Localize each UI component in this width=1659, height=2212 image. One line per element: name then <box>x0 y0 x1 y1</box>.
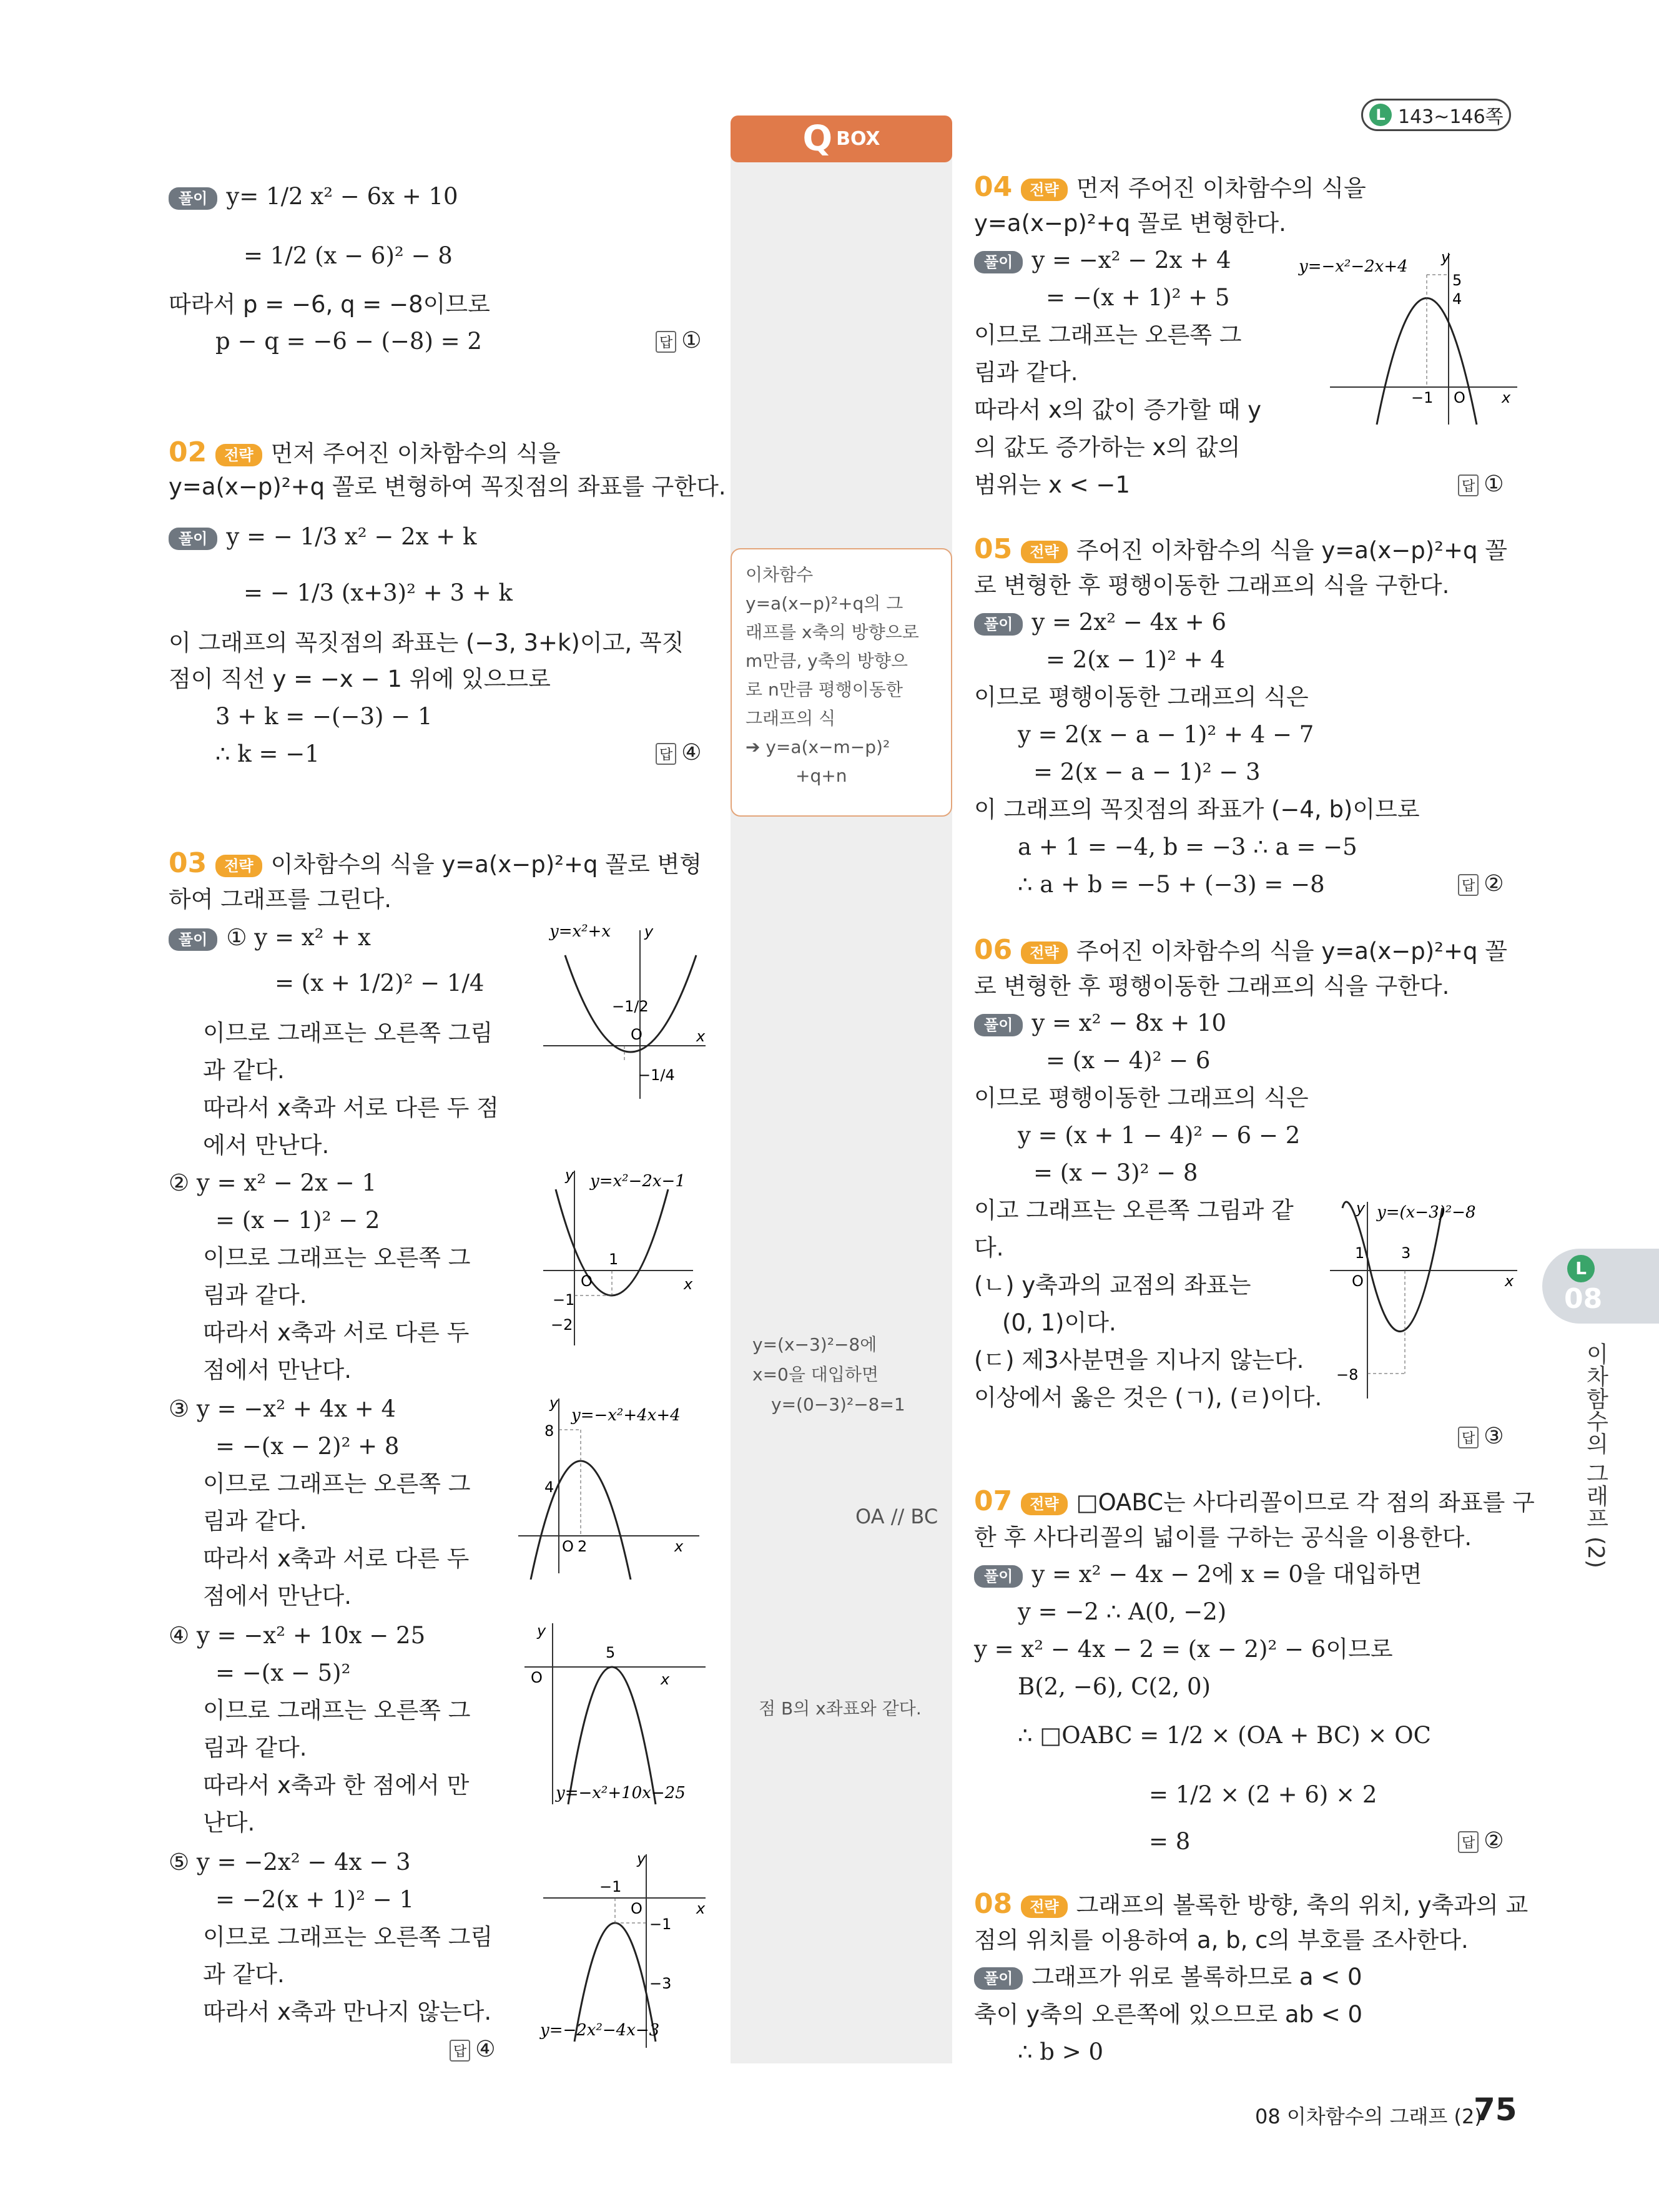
p06-line8: (ㄴ) y축과의 교점의 좌표는 <box>974 1272 1251 1299</box>
p05-line6: 이 그래프의 꼭짓점의 좌표가 (−4, b)이므로 <box>974 796 1420 823</box>
svg-text:x: x <box>696 1900 706 1917</box>
page-ref <box>1361 99 1511 131</box>
page-number: 75 <box>1474 2092 1517 2128</box>
p07-line2: y = −2 ∴ A(0, −2) <box>1018 1598 1227 1625</box>
svg-text:−1: −1 <box>1411 389 1434 406</box>
p05-line3: 이므로 평행이동한 그래프의 식은 <box>974 684 1309 710</box>
svg-text:−8: −8 <box>1336 1366 1359 1384</box>
p06-line10: (ㄷ) 제3사분면을 지나지 않는다. <box>974 1347 1304 1374</box>
p03-c5d: 과 같다. <box>203 1961 285 1988</box>
svg-text:O: O <box>631 1900 642 1917</box>
svg-text:−1: −1 <box>649 1915 672 1933</box>
svg-text:O: O <box>1454 389 1465 406</box>
graph-p03-5 <box>537 1848 718 2054</box>
svg-text:y=−x²+10x−25: y=−x²+10x−25 <box>556 1784 686 1802</box>
svg-text:3: 3 <box>1401 1244 1411 1262</box>
p06-line7: 다. <box>974 1234 1004 1261</box>
p02-line5: 3 + k = −(−3) − 1 <box>215 703 433 730</box>
p03-strategy: 03 전략 이차함수의 식을 y=a(x−p)²+q 꼴로 변형 <box>169 847 702 879</box>
svg-text:y=x²−2x−1: y=x²−2x−1 <box>590 1172 686 1191</box>
svg-text:O: O <box>1352 1272 1364 1290</box>
ref-badge: L <box>1369 104 1392 126</box>
p04-line3: 이므로 그래프는 오른쪽 그 <box>974 322 1242 348</box>
svg-text:y: y <box>1441 248 1450 266</box>
p02-line3: 이 그래프의 꼭짓점의 좌표는 (−3, 3+k)이고, 꼭짓 <box>169 629 684 656</box>
p04-line7: 범위는 x < −1 <box>974 471 1130 498</box>
svg-text:−2: −2 <box>551 1316 573 1334</box>
p07-line6: = 1/2 × (2 + 6) × 2 <box>1149 1781 1377 1808</box>
p05-line1: 풀이 y = 2x² − 4x + 6 <box>974 607 1226 638</box>
p06-line3: 이므로 평행이동한 그래프의 식은 <box>974 1084 1309 1111</box>
p03-c2c: 이므로 그래프는 오른쪽 그 <box>203 1244 471 1271</box>
p04-line1: 풀이 y = −x² − 2x + 4 <box>974 245 1231 276</box>
p06-answer: 답 ③ <box>1458 1423 1504 1449</box>
p03-c1d: 과 같다. <box>203 1057 285 1084</box>
svg-text:4: 4 <box>544 1478 554 1496</box>
p07-strategy2: 한 후 사다리꼴의 넓이를 구하는 공식을 이용한다. <box>974 1524 1472 1551</box>
graph-p03-4 <box>518 1617 718 1811</box>
p07-answer: 답 ② <box>1458 1828 1504 1854</box>
svg-text:x: x <box>696 1028 706 1045</box>
p01-line2: = 1/2 (x − 6)² − 8 <box>244 242 453 269</box>
p08-line3: ∴ b > 0 <box>1018 2038 1104 2065</box>
p03-c4f: 난다. <box>203 1809 255 1836</box>
svg-text:y: y <box>537 1622 546 1639</box>
svg-text:x: x <box>674 1538 684 1555</box>
p03-c4d: 림과 같다. <box>203 1734 307 1761</box>
qbox-note-2: OA // BC <box>855 1505 938 1528</box>
p05-line2: = 2(x − 1)² + 4 <box>1046 646 1226 673</box>
p07-line3: y = x² − 4x − 2 = (x − 2)² − 6이므로 <box>974 1636 1393 1663</box>
p03-c3a: ③ y = −x² + 4x + 4 <box>169 1395 396 1422</box>
p07-line7: = 8 <box>1149 1828 1191 1855</box>
p02-line1: 풀이 y = − 1/3 x² − 2x + k <box>169 521 476 553</box>
qbox-strip <box>731 140 952 2063</box>
p02-strategy2: y=a(x−p)²+q 꼴로 변형하여 꼭짓점의 좌표를 구한다. <box>169 473 726 500</box>
svg-text:O: O <box>631 1026 642 1043</box>
p08-strategy2: 점의 위치를 이용하여 a, b, c의 부호를 조사한다. <box>974 1927 1469 1954</box>
p08-line2: 축이 y축의 오른쪽에 있으므로 ab < 0 <box>974 2001 1363 2028</box>
svg-text:8: 8 <box>544 1422 554 1440</box>
svg-text:−1: −1 <box>553 1291 575 1309</box>
p06-line6: 이고 그래프는 오른쪽 그림과 같 <box>974 1197 1294 1224</box>
g1-eq: y=x²+x <box>549 922 611 941</box>
p07-line4: B(2, −6), C(2, 0) <box>1018 1673 1211 1700</box>
svg-text:x: x <box>1505 1272 1514 1290</box>
p04-strategy: 04 전략 먼저 주어진 이차함수의 식을 <box>974 171 1366 203</box>
svg-text:5: 5 <box>606 1644 616 1661</box>
svg-text:x: x <box>1502 389 1511 406</box>
p01-line3: 따라서 p = −6, q = −8이므로 <box>169 291 490 318</box>
graph-p04 <box>1292 247 1524 428</box>
p02-answer: 답 ④ <box>656 740 702 765</box>
p02-line6: ∴ k = −1 <box>215 740 320 767</box>
p03-answer: 답 ④ <box>450 2037 496 2062</box>
svg-text:1: 1 <box>609 1251 619 1268</box>
graph-p03-2 <box>537 1164 718 1352</box>
p01-answer: 답 ① <box>656 328 702 353</box>
svg-text:−1/4: −1/4 <box>638 1066 675 1084</box>
p04-answer: 답 ① <box>1458 471 1504 497</box>
svg-text:O: O <box>562 1538 574 1555</box>
p03-c3e: 따라서 x축과 서로 다른 두 <box>203 1545 470 1572</box>
p08-line1: 풀이 그래프가 위로 볼록하므로 a < 0 <box>974 1962 1362 1993</box>
p03-strategy2: 하여 그래프를 그린다. <box>169 886 391 913</box>
p02-line4: 점이 직선 y = −x − 1 위에 있으므로 <box>169 666 551 692</box>
p03-c2a: ② y = x² − 2x − 1 <box>169 1169 377 1196</box>
p08-strategy: 08 전략 그래프의 볼록한 방향, 축의 위치, y축과의 교 <box>974 1888 1529 1920</box>
svg-text:−3: −3 <box>649 1975 672 1992</box>
qbox-card: 이차함수 y=a(x−p)²+q의 그 래프를 x축의 방향으로 m만큼, y축의 방향으 로 n만큼 평행이동한 그래프의 식 ➔ y=a(x−m−p)² +q+n <box>731 548 952 817</box>
graph-p03-3 <box>512 1392 718 1580</box>
qbox-note-1: y=(x−3)²−8에 x=0을 대입하면 y=(0−3)²−8=1 <box>752 1334 905 1415</box>
svg-text:x: x <box>661 1671 670 1688</box>
p04-strategy2: y=a(x−p)²+q 꼴로 변형한다. <box>974 210 1286 237</box>
p04-line4: 림과 같다. <box>974 359 1078 386</box>
p03-c5c: 이므로 그래프는 오른쪽 그림 <box>203 1924 493 1950</box>
sol-badge: 풀이 <box>169 187 217 210</box>
svg-text:2: 2 <box>578 1538 588 1555</box>
p06-line11: 이상에서 옳은 것은 (ㄱ), (ㄹ)이다. <box>974 1384 1322 1411</box>
p01-line1: 풀이 y= 1/2 x² − 6x + 10 <box>169 181 458 212</box>
svg-text:y=(x−3)²−8: y=(x−3)²−8 <box>1377 1203 1476 1222</box>
p05-strategy2: 로 변형한 후 평행이동한 그래프의 식을 구한다. <box>974 572 1450 599</box>
p03-c2f: 점에서 만난다. <box>203 1357 352 1384</box>
p06-line2: = (x − 4)² − 6 <box>1046 1047 1211 1074</box>
p06-strategy2: 로 변형한 후 평행이동한 그래프의 식을 구한다. <box>974 973 1450 1000</box>
qbox-box: BOX <box>836 128 880 150</box>
p03-c1a: 풀이 ① y = x² + x <box>169 922 371 953</box>
ref-pages: 143~146쪽 <box>1398 106 1504 128</box>
p03-c2d: 림과 같다. <box>203 1282 307 1309</box>
footer-chapter: 08 이차함수의 그래프 (2) <box>1255 2105 1482 2128</box>
p07-line5: ∴ □OABC = 1/2 × (OA + BC) × OC <box>1018 1722 1431 1749</box>
svg-text:1: 1 <box>1355 1244 1365 1262</box>
p07-line1: 풀이 y = x² − 4x − 2에 x = 0을 대입하면 <box>974 1559 1422 1590</box>
svg-text:y=−2x²−4x−3: y=−2x²−4x−3 <box>540 2021 660 2040</box>
graph-p06 <box>1324 1196 1524 1402</box>
p03-c3b: = −(x − 2)² + 8 <box>215 1433 400 1460</box>
p04-line6: 의 값도 증가하는 x의 값의 <box>974 434 1241 461</box>
svg-text:y=−x²−2x+4: y=−x²−2x+4 <box>1299 257 1408 276</box>
side-chapter-num: 08 <box>1564 1283 1603 1315</box>
svg-text:y: y <box>637 1850 646 1867</box>
p03-c4c: 이므로 그래프는 오른쪽 그 <box>203 1697 471 1724</box>
p03-c5a: ⑤ y = −2x² − 4x − 3 <box>169 1849 411 1875</box>
svg-text:x: x <box>684 1276 693 1293</box>
p03-c4e: 따라서 x축과 한 점에서 만 <box>203 1772 470 1799</box>
graph-p03-1 <box>537 918 712 1105</box>
qbox-note-3: 점 B의 x좌표와 같다. <box>759 1698 922 1719</box>
svg-text:O: O <box>531 1669 543 1686</box>
p01-line4: p − q = −6 − (−8) = 2 <box>215 328 482 355</box>
svg-text:y: y <box>549 1394 559 1412</box>
p03-c3f: 점에서 만난다. <box>203 1583 352 1610</box>
p05-line4: y = 2(x − a − 1)² + 4 − 7 <box>1018 721 1314 748</box>
p03-c1f: 에서 만난다. <box>203 1132 330 1159</box>
p06-line4: y = (x + 1 − 4)² − 6 − 2 <box>1018 1122 1301 1149</box>
p03-c1e: 따라서 x축과 서로 다른 두 점 <box>203 1094 499 1121</box>
p03-c2e: 따라서 x축과 서로 다른 두 <box>203 1319 470 1346</box>
p03-c3c: 이므로 그래프는 오른쪽 그 <box>203 1470 471 1497</box>
p06-strategy: 06 전략 주어진 이차함수의 식을 y=a(x−p)²+q 꼴 <box>974 934 1507 966</box>
svg-text:4: 4 <box>1452 290 1462 308</box>
p07-strategy: 07 전략 □OABC는 사다리꼴이므로 각 점의 좌표를 구 <box>974 1485 1535 1517</box>
p05-strategy: 05 전략 주어진 이차함수의 식을 y=a(x−p)²+q 꼴 <box>974 533 1507 565</box>
p05-answer: 답 ② <box>1458 871 1504 897</box>
side-badge: L <box>1567 1255 1595 1282</box>
qbox-q: Q <box>802 119 833 159</box>
qbox-logo <box>731 116 952 162</box>
svg-text:−1: −1 <box>599 1878 622 1895</box>
p03-c4b: = −(x − 5)² <box>215 1659 351 1686</box>
p05-line7: a + 1 = −4, b = −3 ∴ a = −5 <box>1018 833 1357 860</box>
p03-c2b: = (x − 1)² − 2 <box>215 1207 380 1234</box>
side-chapter-title: 이차함수의 그래프 (2) <box>1583 1342 1608 1568</box>
svg-text:−1/2: −1/2 <box>612 998 649 1015</box>
svg-text:y: y <box>565 1166 574 1184</box>
p05-line5: = 2(x − a − 1)² − 3 <box>1033 759 1261 785</box>
p03-c5b: = −2(x + 1)² − 1 <box>215 1886 415 1913</box>
p06-line1: 풀이 y = x² − 8x + 10 <box>974 1008 1226 1039</box>
p03-c3d: 림과 같다. <box>203 1508 307 1535</box>
svg-text:y: y <box>1356 1199 1366 1217</box>
p06-line5: = (x − 3)² − 8 <box>1033 1159 1198 1186</box>
p05-line8: ∴ a + b = −5 + (−3) = −8 <box>1018 871 1325 898</box>
p06-line9: (0, 1)이다. <box>1002 1309 1116 1336</box>
p03-c5e: 따라서 x축과 만나지 않는다. <box>203 1998 492 2025</box>
p02-line2: = − 1/3 (x+3)² + 3 + k <box>244 579 513 606</box>
svg-text:y: y <box>644 923 654 940</box>
p04-line2: = −(x + 1)² + 5 <box>1046 284 1230 311</box>
p03-c1b: = (x + 1/2)² − 1/4 <box>275 970 485 996</box>
svg-text:5: 5 <box>1452 272 1462 289</box>
p03-c1c: 이므로 그래프는 오른쪽 그림 <box>203 1020 493 1046</box>
p03-c4a: ④ y = −x² + 10x − 25 <box>169 1622 426 1649</box>
svg-text:O: O <box>581 1272 593 1290</box>
svg-text:y=−x²+4x+4: y=−x²+4x+4 <box>571 1406 681 1425</box>
p02-strategy: 02 전략 먼저 주어진 이차함수의 식을 <box>169 436 561 468</box>
p04-line5: 따라서 x의 값이 증가할 때 y <box>974 396 1262 423</box>
